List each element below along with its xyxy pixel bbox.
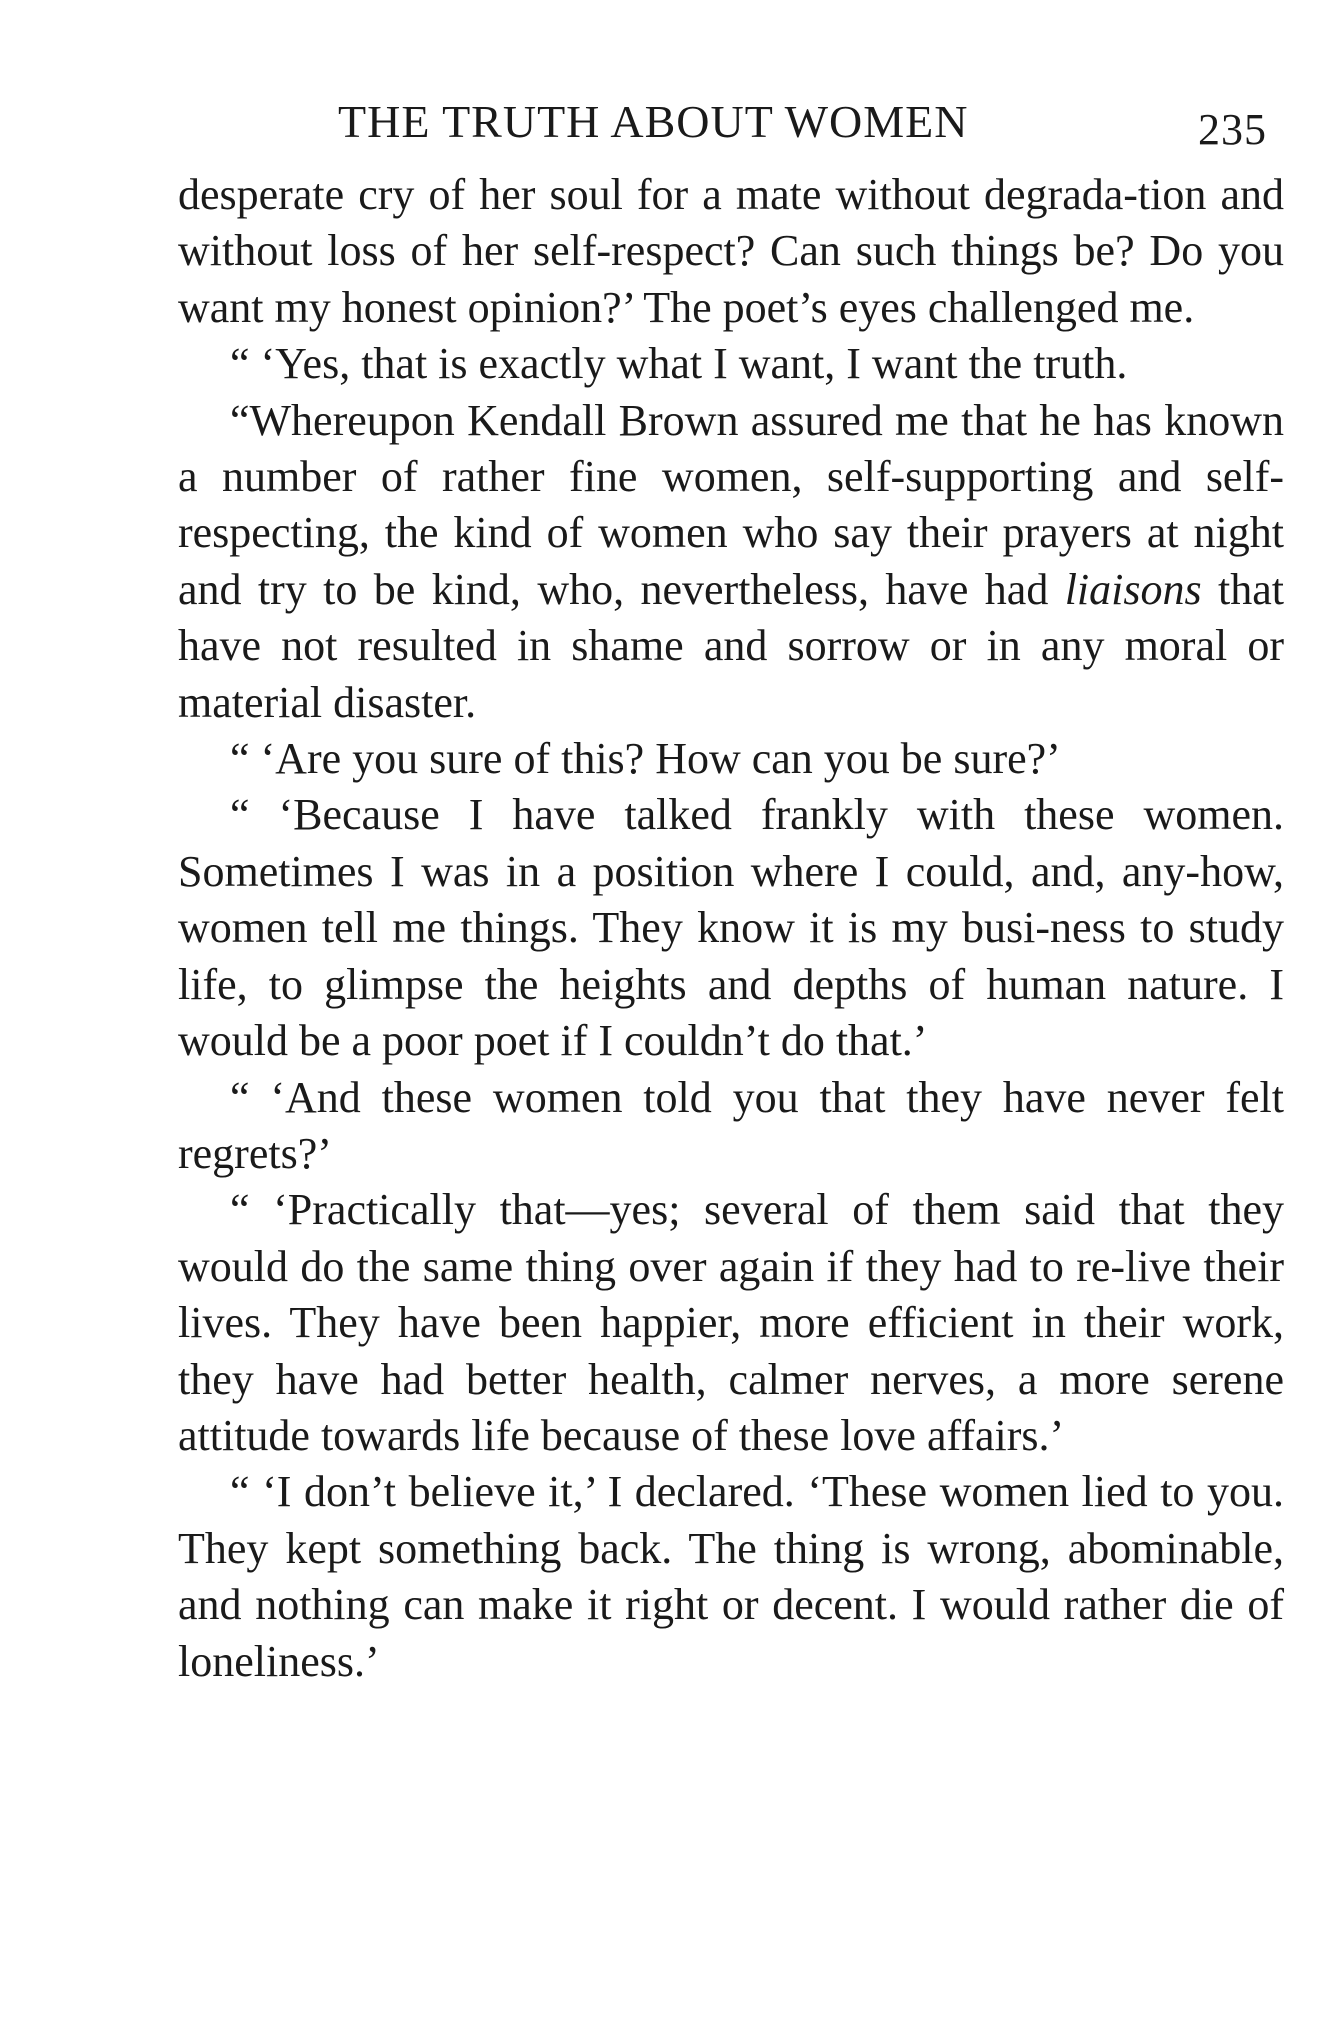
paragraph <box>178 1070 1284 1183</box>
text-run: that have not resulted in shame and sorrow or in any moral or material disaster. <box>178 564 1284 727</box>
paragraph <box>178 1182 1284 1464</box>
running-title: THE TRUTH ABOUT WOMEN <box>338 96 969 147</box>
text-run: “ ‘Yes, that is exactly what I want, I want the truth. <box>230 339 1128 389</box>
text-run: “ ‘And these women told you that they have never felt regrets?’ <box>178 1072 1284 1178</box>
paragraph <box>178 393 1284 731</box>
text-run: “ ‘Because I have talked frankly with these women. Sometimes I was in a position where I could, and, any-how, women tell me things. They know it is my busi-ness to study life, to glimpse the heights and depths of human nature. I would be a poor poet if I couldn’t do that.’ <box>178 790 1284 1066</box>
body-text <box>178 167 1284 1690</box>
text-run: desperate cry of her soul for a mate without degrada-tion and without loss of her self-respect? Can such things be? Do you want my honest opinion?’ The poet’s eyes challenged me. <box>178 170 1284 332</box>
text-run: “Whereupon Kendall Brown assured me that he has known a number of rather fine women, self-supporting and self-respecting, the kind of women who say their prayers at night and try to be kind, who, nevertheless, have had <box>178 395 1284 614</box>
paragraph <box>178 336 1284 392</box>
text-run: “ ‘Practically that—yes; several of them said that they would do the same thing over again if they had to re-live their lives. They have been happier, more efficient in their work, they have had better health, calmer nerves, a more serene attitude towards life because of these love affairs.’ <box>178 1185 1284 1460</box>
paragraph <box>178 787 1284 1069</box>
text-run: “ ‘I don’t believe it,’ I declared. ‘These women lied to you. They kept something back. The thing is wrong, abominable, and nothing can make it right or decent. I would rather die of loneliness.’ <box>178 1467 1284 1686</box>
paragraph <box>178 167 1284 336</box>
page-number: 235 <box>1198 105 1267 154</box>
paragraph <box>178 1464 1284 1690</box>
italic-text: liaisons <box>1064 564 1202 614</box>
running-head <box>178 92 1288 152</box>
paragraph <box>178 731 1284 787</box>
text-run: “ ‘Are you sure of this? How can you be sure?’ <box>230 734 1061 784</box>
